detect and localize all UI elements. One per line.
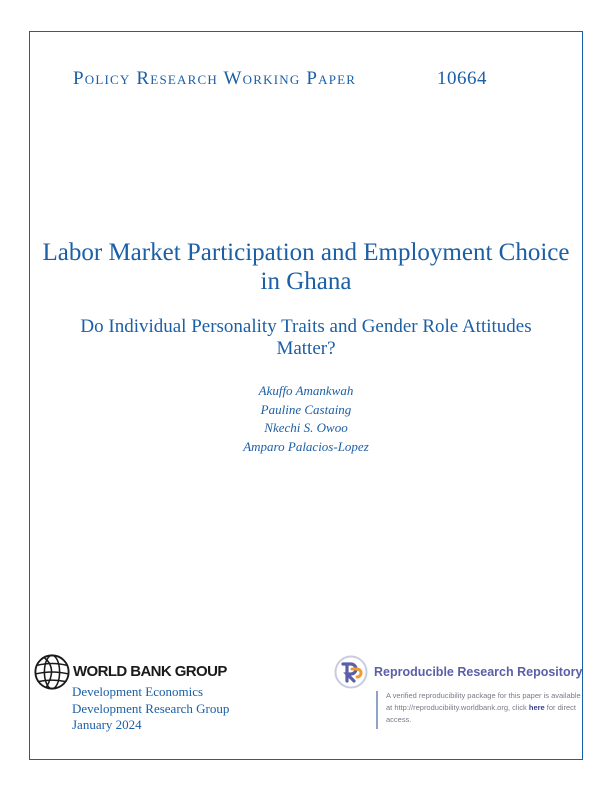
group-line: Development Research Group: [72, 700, 230, 716]
paper-title: Labor Market Participation and Employment Choice in Ghana: [42, 239, 570, 295]
author: Amparo Palacios-Lopez: [243, 438, 369, 454]
department-line: Development Economics: [72, 684, 204, 699]
here-link[interactable]: here: [528, 703, 545, 712]
publication-date: January 2024: [72, 717, 142, 732]
world-bank-group-wordmark: WORLD BANK GROUP: [73, 663, 227, 680]
series-label: Policy Research Working Paper: [73, 68, 357, 89]
author: Akuffo Amankwah: [258, 383, 354, 398]
series-header: [73, 68, 513, 90]
author: Pauline Castaing: [260, 401, 352, 417]
note-prefix: A verified reproducibility package for this paper is available at http://reproducibility.worldbank.org, click: [386, 691, 581, 712]
reproducible-research-block: [334, 655, 584, 735]
repository-name: Reproducible Research Repository: [374, 665, 583, 679]
repository-note: [386, 690, 586, 726]
paper-subtitle: Do Individual Personality Traits and Gender Role Attitudes Matter?: [80, 316, 532, 359]
globe-icon: [33, 653, 71, 691]
author-list: [150, 382, 462, 456]
note-divider: [376, 691, 378, 729]
paper-number: 10664: [437, 68, 487, 89]
publisher-info: [72, 684, 229, 734]
note-suffix: for direct access.: [386, 703, 576, 724]
rrr-logo-icon: [334, 655, 368, 689]
author: Nkechi S. Owoo: [264, 420, 348, 435]
